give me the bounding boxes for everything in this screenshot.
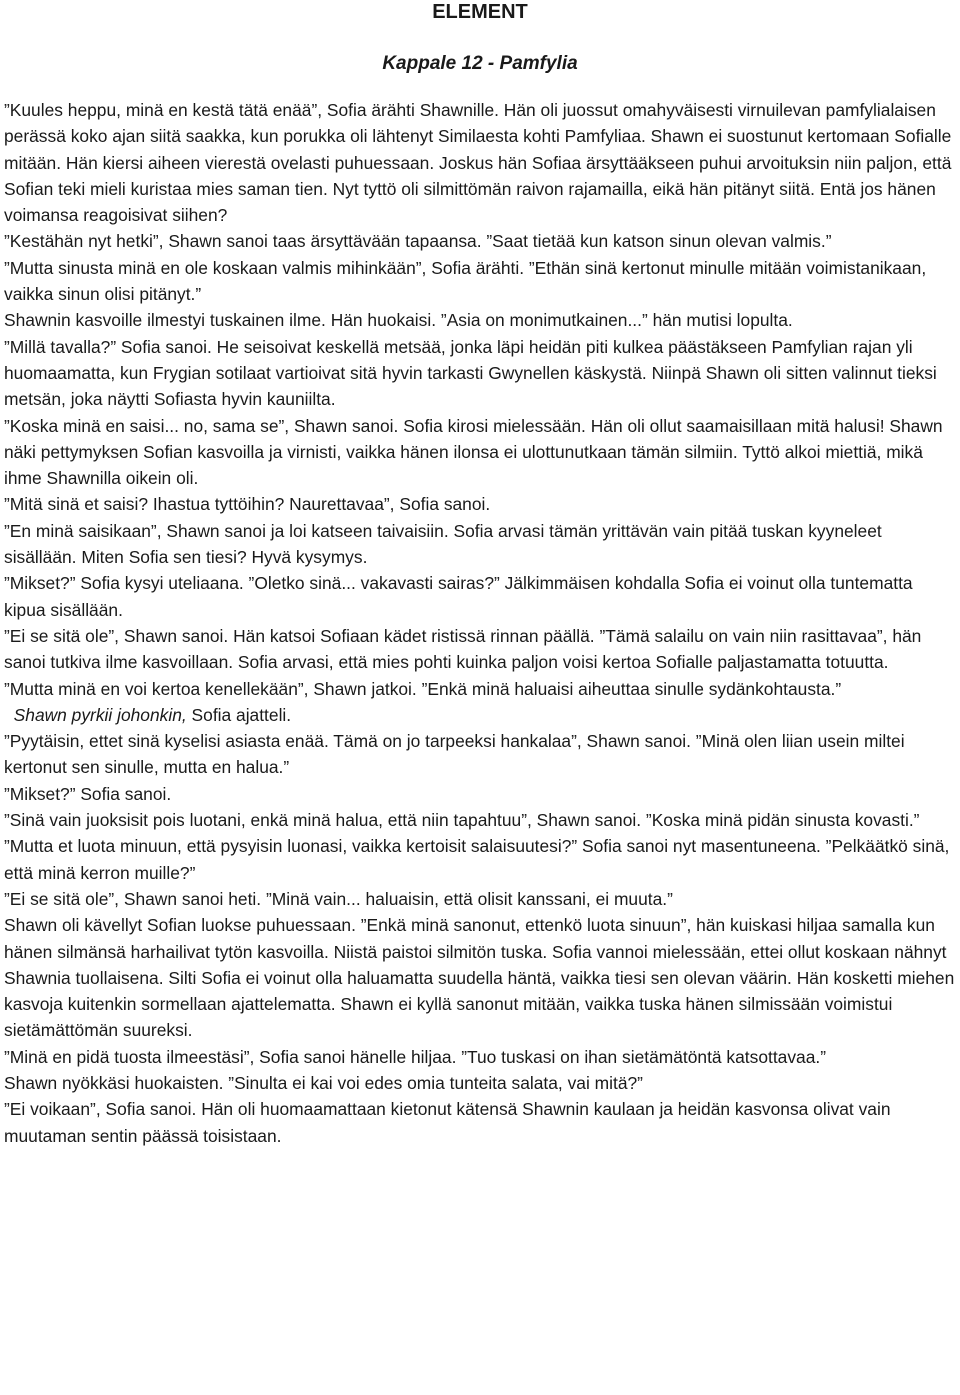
paragraph: ”Ei se sitä ole”, Shawn sanoi. Hän katsoi Sofiaan kädet ristissä rinnan päällä. ”Tämä salailu on vain niin rasittavaa”, hän sanoi tutkiva ilme kasvoillaan. Sofia arvasi, että mies pohti kuinka paljon voisi kertoa Sofialle paljastamatta totuutta. (4, 625, 922, 673)
paragraph: ”Ei voikaan”, Sofia sanoi. Hän oli huomaamattaan kietonut kätensä Shawnin kaulaan ja heidän kasvonsa olivat vain muutaman sentin päässä toisistaan. (4, 1099, 891, 1146)
chapter-body (4, 97, 956, 1149)
thought-italic: Shawn pyrkii johonkin, (13, 704, 187, 725)
thought-paragraph (4, 702, 956, 728)
document-page (4, 0, 956, 1149)
paragraph: ”En minä saisikaan”, Shawn sanoi ja loi katseen taivaisiin. Sofia arvasi tämän yrittävän vain pitää tuskan kyyneleet sisällään. Miten Sofia sen tiesi? Hyvä kysymys. (4, 520, 882, 568)
paragraph: ”Ei se sitä ole”, Shawn sanoi heti. ”Minä vain... haluaisin, että olisit kanssani, ei muuta.” (4, 888, 673, 909)
paragraph: ”Kestähän nyt hetki”, Shawn sanoi taas ärsyttävään tapaansa. ”Saat tietää kun katson sinun olevan valmis.” (4, 231, 832, 252)
paragraph: ”Pyytäisin, ettet sinä kyselisi asiasta enää. Tämä on jo tarpeeksi hankalaa”, Shawn sanoi. ”Minä olen liian usein miltei kertonut sen sinulle, mutta en halua.” (4, 731, 905, 778)
paragraph: ”Koska minä en saisi... no, sama se”, Shawn sanoi. Sofia kirosi mielessään. Hän oli ollut saamaisillaan mitä halusi! Shawn näki pettymyksen Sofian kasvoilla ja virnisti, vaikka hänen ilonsa ei ulottunutkaan tämän silmiin. Tyttö alkoi miettiä, mikä ihme Shawnilla oikein oli. (4, 415, 943, 489)
paragraph: ”Sinä vain juoksisit pois luotani, enkä minä halua, että niin tapahtuu”, Shawn sanoi. ”Koska minä pidän sinusta kovasti.” (4, 810, 920, 831)
paragraph: Shawnin kasvoille ilmestyi tuskainen ilme. Hän huokaisi. ”Asia on monimutkainen...” hän mutisi lopulta. (4, 310, 793, 331)
paragraph: ”Mutta minä en voi kertoa kenellekään”, Shawn jatkoi. ”Enkä minä haluaisi aiheuttaa sinulle sydänkohtausta.” (4, 678, 842, 699)
thought-plain: Sofia ajatteli. (186, 704, 292, 725)
paragraph: Shawn oli kävellyt Sofian luokse puhuessaan. ”Enkä minä sanonut, ettenkö luota sinuun”, hän kuiskasi hiljaa samalla kun hänen silmänsä harhailivat tytön kasvoilla. Niistä paistoi silmitön tuska. Sofia vannoi mielessään, ettei ollut koskaan nähnyt Shawnia tuollaisena. Silti Sofia ei voinut olla haluamatta suudella häntä, vaikka tiesi sen olevan väärin. Hän kosketti miehen kasvoja kuitenkin sormellaan ajattelematta. Shawn ei kyllä sanonut mitään, vaikka tuska hänen silmissään voimistui sietämättömän suureksi. (4, 915, 955, 1041)
paragraph: ”Mikset?” Sofia kysyi uteliaana. ”Oletko sinä... vakavasti sairas?” Jälkimmäisen kohdalla Sofia ei voinut olla tuntematta kipua sisällään. (4, 573, 913, 620)
paragraph: ”Mutta et luota minuun, että pysyisin luonasi, vaikka kertoisit salaisuutesi?” Sofia sanoi nyt masentuneena. ”Pelkäätkö sinä, että minä kerron muille?” (4, 836, 950, 883)
paragraph: ”Mutta sinusta minä en ole koskaan valmis mihinkään”, Sofia ärähti. ”Ethän sinä kertonut minulle mitään voimistanikaan, vaikka sinun olisi pitänyt.” (4, 257, 927, 305)
paragraph: Shawn nyökkäsi huokaisten. ”Sinulta ei kai voi edes omia tunteita salata, vai mitä?” (4, 1072, 643, 1093)
chapter-subtitle: Kappale 12 - Pamfylia (382, 53, 578, 74)
document-title: ELEMENT (432, 1, 528, 23)
paragraph: ”Millä tavalla?” Sofia sanoi. He seisoivat keskellä metsää, jonka läpi heidän piti kulkea päästäkseen Pamfylian rajan yli huomaamatta, kun Frygian sotilaat vartioivat sitä hyvin tarkasti Gwynellen käskystä. Niinpä Shawn oli sitten valinnut tieksi metsän, joka näytti Sofiasta hyvin kauniilta. (4, 336, 937, 410)
paragraph: ”Mikset?” Sofia sanoi. (4, 783, 172, 804)
paragraph: ”Minä en pidä tuosta ilmeestäsi”, Sofia sanoi hänelle hiljaa. ”Tuo tuskasi on ihan sietämätöntä katsottavaa.” (4, 1046, 826, 1067)
paragraph: ”Mitä sinä et saisi? Ihastua tyttöihin? Naurettavaa”, Sofia sanoi. (4, 494, 491, 515)
paragraph: ”Kuules heppu, minä en kestä tätä enää”, Sofia ärähti Shawnille. Hän oli juossut omahyväisesti virnuilevan pamfylialaisen perässä koko ajan siitä saakka, kun porukka oli lähtenyt Similaesta kohti Pamfyliaa. Shawn ei suostunut kertomaan Sofialle mitään. Hän kiersi aiheen vierestä ovelasti puhuessaan. Joskus hän Sofiaa ärsyttääkseen puhui arvoituksin niin paljon, että Sofian teki mieli kuristaa mies saman tien. Nyt tyttö oli silmittömän raivon rajamailla, eikä hän pitänyt siitä. Entä jos hänen voimansa reagoisivat siihen? (4, 100, 952, 226)
